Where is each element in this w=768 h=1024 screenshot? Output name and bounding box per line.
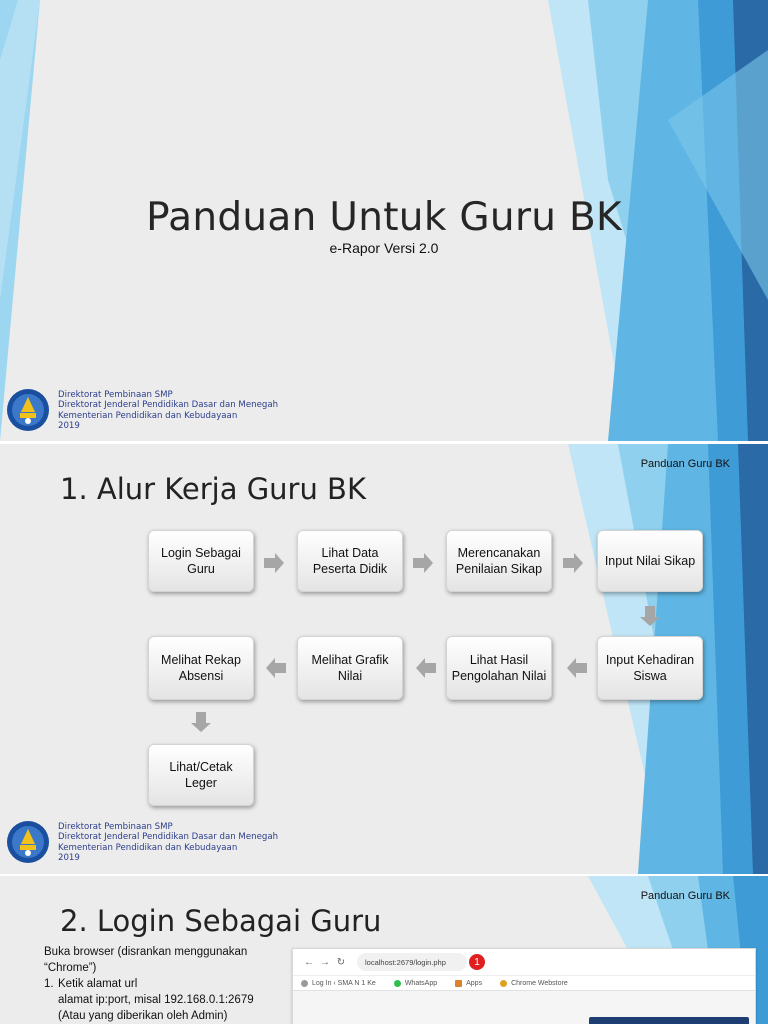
slide-title-heading: Panduan Untuk Guru BK bbox=[146, 195, 622, 240]
intro-text: Buka browser (disrankan menggunakan “Chrome”) bbox=[44, 946, 248, 974]
browser-screenshot bbox=[292, 948, 756, 1024]
step-item bbox=[44, 976, 284, 992]
flow-step-processing-result: Lihat Hasil Pengolahan Nilai bbox=[446, 636, 552, 700]
flow-step-login: Login Sebagai Guru bbox=[148, 530, 254, 592]
footer bbox=[6, 388, 278, 432]
flow-step-grade-chart: Melihat Grafik Nilai bbox=[297, 636, 403, 700]
webstore-icon bbox=[500, 980, 507, 987]
bookmarks-bar bbox=[293, 975, 755, 991]
forward-icon: → bbox=[320, 956, 330, 968]
slide-subtitle: e-Rapor Versi 2.0 bbox=[329, 240, 439, 256]
slide-login bbox=[0, 876, 768, 1024]
arrow-down-icon bbox=[638, 604, 662, 628]
slide-heading: 1. Alur Kerja Guru BK bbox=[60, 472, 366, 506]
ministry-logo-icon bbox=[6, 388, 50, 432]
slide-heading: 2. Login Sebagai Guru bbox=[60, 904, 382, 938]
footer-line: 2019 bbox=[58, 421, 80, 432]
flow-step-student-data: Lihat Data Peserta Didik bbox=[297, 530, 403, 592]
bookmark-item: Apps bbox=[455, 980, 482, 987]
apps-grid-icon bbox=[455, 980, 462, 987]
arrow-right-icon bbox=[262, 551, 286, 575]
slide-header: Panduan Guru BK bbox=[640, 890, 730, 902]
browser-toolbar bbox=[293, 949, 755, 975]
flow-step-input-score: Input Nilai Sikap bbox=[597, 530, 703, 592]
browser-page bbox=[293, 991, 755, 1024]
footer-line: Direktorat Jenderal Pendidikan Dasar dan Menegah bbox=[58, 832, 279, 843]
arrow-right-icon bbox=[411, 551, 435, 575]
step-number: 1. bbox=[44, 978, 54, 990]
back-icon: ← bbox=[304, 956, 314, 968]
slide-title bbox=[0, 0, 768, 441]
footer-text bbox=[58, 388, 278, 432]
step-detail: (Atau yang diberikan oleh Admin) bbox=[58, 1010, 228, 1022]
step-detail: alamat ip:port, misal 192.168.0.1:2679 bbox=[58, 994, 254, 1006]
flow-step-leger: Lihat/Cetak Leger bbox=[148, 744, 254, 806]
footer-line: Direktorat Pembinaan SMP bbox=[58, 822, 173, 832]
footer-line: Kementerian Pendidikan dan Kebudayaan bbox=[58, 842, 238, 853]
flow-step-attendance: Input Kehadiran Siswa bbox=[597, 636, 703, 700]
slide-header: Panduan Guru BK bbox=[640, 458, 730, 470]
arrow-right-icon bbox=[561, 551, 585, 575]
bookmark-item: Log In ‹ SMA N 1 Ke bbox=[301, 980, 376, 987]
ministry-logo-icon bbox=[6, 820, 50, 864]
footer-line: 2019 bbox=[58, 853, 80, 864]
footer-line: Direktorat Jenderal Pendidikan Dasar dan Menegah bbox=[58, 400, 279, 411]
whatsapp-icon bbox=[394, 980, 401, 987]
globe-icon bbox=[301, 980, 308, 987]
footer-line: Kementerian Pendidikan dan Kebudayaan bbox=[58, 410, 238, 421]
instructions bbox=[44, 944, 284, 1024]
slide-workflow bbox=[0, 444, 768, 874]
step-text: Ketik alamat url bbox=[58, 978, 138, 990]
address-bar-url: localhost:2679/login.php bbox=[365, 957, 446, 967]
flow-step-attendance-recap: Melihat Rekap Absensi bbox=[148, 636, 254, 700]
bookmark-item: WhatsApp bbox=[394, 980, 437, 987]
footer-text bbox=[58, 820, 278, 864]
reload-icon: ↻ bbox=[336, 956, 346, 968]
bookmark-item: Chrome Webstore bbox=[500, 980, 568, 987]
footer-line: Direktorat Pembinaan SMP bbox=[58, 390, 173, 400]
arrow-down-icon bbox=[189, 710, 213, 734]
flow-step-plan-assessment: Merencanakan Penilaian Sikap bbox=[446, 530, 552, 592]
arrow-left-icon bbox=[414, 656, 438, 680]
address-bar bbox=[357, 953, 467, 971]
footer bbox=[6, 820, 278, 864]
login-banner bbox=[589, 1017, 749, 1024]
arrow-left-icon bbox=[264, 656, 288, 680]
step-marker-badge: 1 bbox=[469, 954, 485, 970]
arrow-left-icon bbox=[565, 656, 589, 680]
